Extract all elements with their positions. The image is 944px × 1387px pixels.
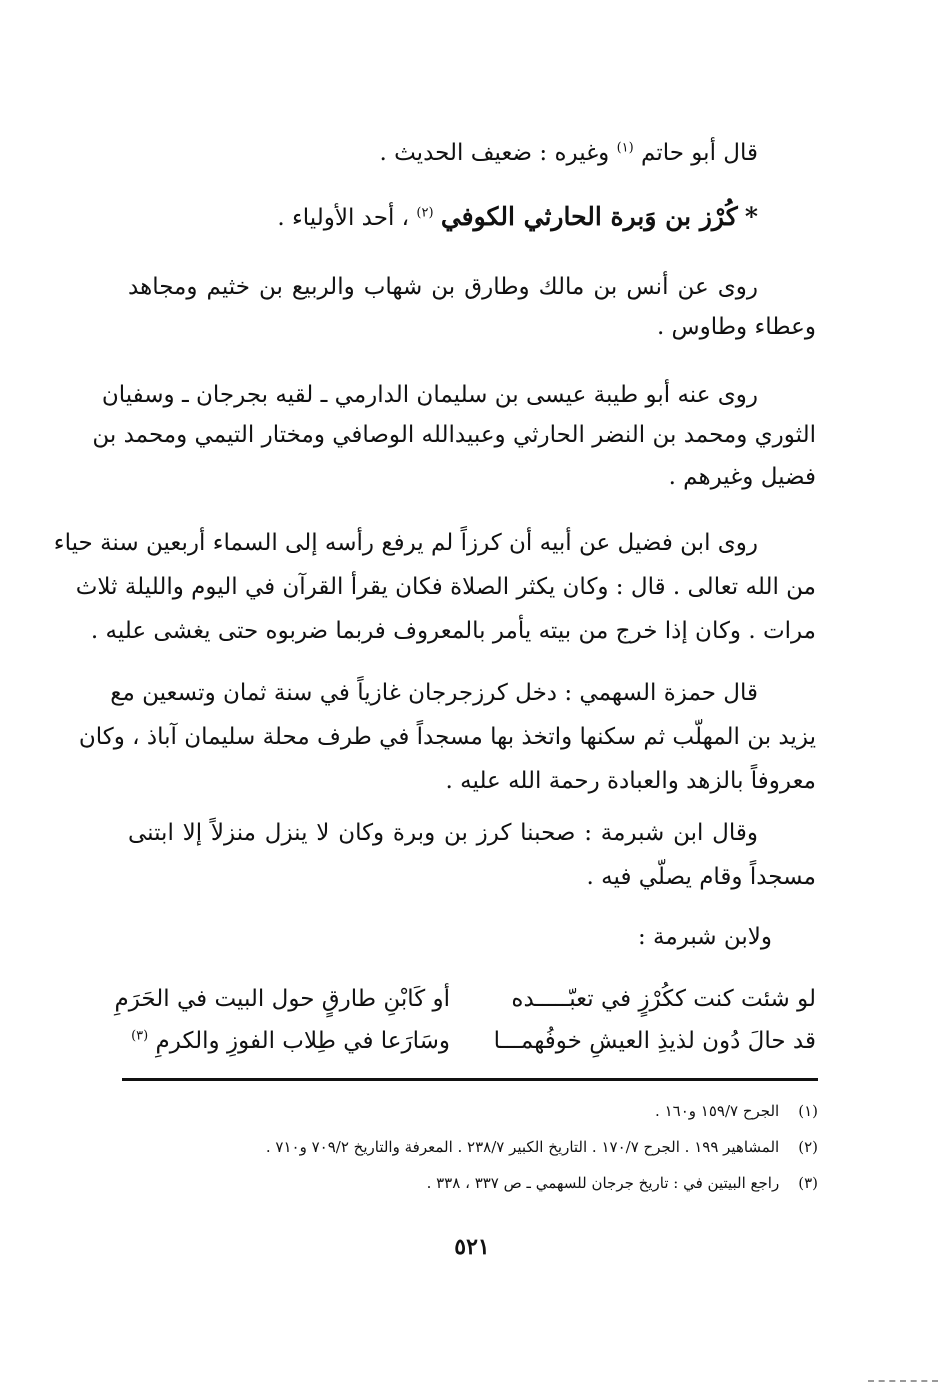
footnote-3-text: راجع البيتين في : تاريخ جرجان للسهمي ـ ص ٣٣٧ ، ٣٣٨ .: [426, 1174, 780, 1192]
p5-line-1: وقال ابن شبرمة : صحبنا كرز بن وبرة وكان لا ينزل منزلاً إلا ابتنى: [128, 820, 758, 846]
verse-1-left: أو كَابْنِ طارقٍ حول البيت في الحَرَمِ: [114, 986, 450, 1012]
entry-heading: [277, 202, 758, 233]
verse-2-left-text: وسَارَعا في طِلاب الفوزِ والكرمِ: [155, 1028, 450, 1054]
p6-line-1: ولابن شبرمة :: [637, 924, 772, 950]
p3-line-1: روى ابن فضيل عن أبيه أن كرزاً لم يرفع رأسه إلى السماء أربعين سنة حياء: [53, 530, 758, 556]
p4-line-1: قال حمزة السهمي : دخل كرزجرجان غازياً في سنة ثمان وتسعين مع: [110, 680, 758, 706]
footnote-2-number: (٢): [798, 1138, 818, 1156]
footnote-ref-1: (١): [616, 140, 634, 156]
footnote-ref-2: (٢): [416, 205, 434, 221]
footnote-1: [655, 1100, 818, 1122]
footnote-3-number: (٣): [798, 1174, 818, 1192]
p1-line-2: وعطاء وطاوس .: [656, 314, 816, 340]
footnote-divider: [122, 1078, 818, 1081]
footnote-2: [266, 1136, 818, 1158]
verse-1-right: لو شئت كنت ككُرْزٍ في تعبّـــــده: [511, 986, 816, 1012]
p1-line-1: روى عن أنس بن مالك وطارق بن شهاب والربيع بن خثيم ومجاهد: [128, 274, 758, 300]
verse-2-right: قد حالَ دُون لذيذِ العيشِ خوفُهمـــا: [493, 1028, 816, 1054]
p5-line-2: مسجداً وقام يصلّي فيه .: [586, 864, 816, 890]
opening-line: [379, 138, 758, 168]
footnote-2-text: المشاهير ١٩٩ . الجرح ١٧٠/٧ . التاريخ الكبير ٢٣٨/٧ . المعرفة والتاريخ ٧٠٩/٢ و٧١٠ .: [265, 1138, 780, 1156]
scan-edge-mark: [868, 1380, 938, 1385]
opening-text: قال أبو حاتم: [641, 140, 758, 166]
p4-line-2: يزيد بن المهلّب ثم سكنها واتخذ بها مسجداً في طرف محلة سليمان آباذ ، وكان: [78, 724, 816, 750]
heading-tail: ، أحد الأولياء .: [277, 205, 410, 231]
p3-line-3: مرات . وكان إذا خرج من بيته يأمر بالمعروف فربما ضربوه حتى يغشى عليه .: [90, 618, 816, 644]
heading-marker: *: [744, 202, 758, 231]
opening-tail: وغيره : ضعيف الحديث .: [379, 140, 610, 166]
footnote-1-number: (١): [798, 1102, 818, 1120]
p4-line-3: معروفاً بالزهد والعبادة رحمة الله عليه .: [445, 768, 816, 794]
heading-name: كُرْز بن وَبرة الحارثي الكوفي: [440, 202, 738, 231]
footnote-ref-3: (٣): [131, 1028, 149, 1044]
page-number: ٥٢١: [454, 1234, 490, 1260]
p2-line-3: فضيل وغيرهم .: [668, 464, 816, 490]
p2-line-2: الثوري ومحمد بن النضر الحارثي وعبيدالله الوصافي ومختار التيمي ومحمد بن: [92, 422, 816, 448]
footnote-3: [427, 1172, 818, 1194]
footnote-1-text: الجرح ١٥٩/٧ و١٦٠ .: [655, 1102, 780, 1120]
p3-line-2: من الله تعالى . قال : وكان يكثر الصلاة فكان يقرأ القرآن في اليوم والليلة ثلاث: [75, 574, 816, 600]
verse-2-left: [131, 1026, 450, 1056]
p2-line-1: روى عنه أبو طيبة عيسى بن سليمان الدارمي ـ لقيه بجرجان ـ وسفيان: [101, 382, 758, 408]
